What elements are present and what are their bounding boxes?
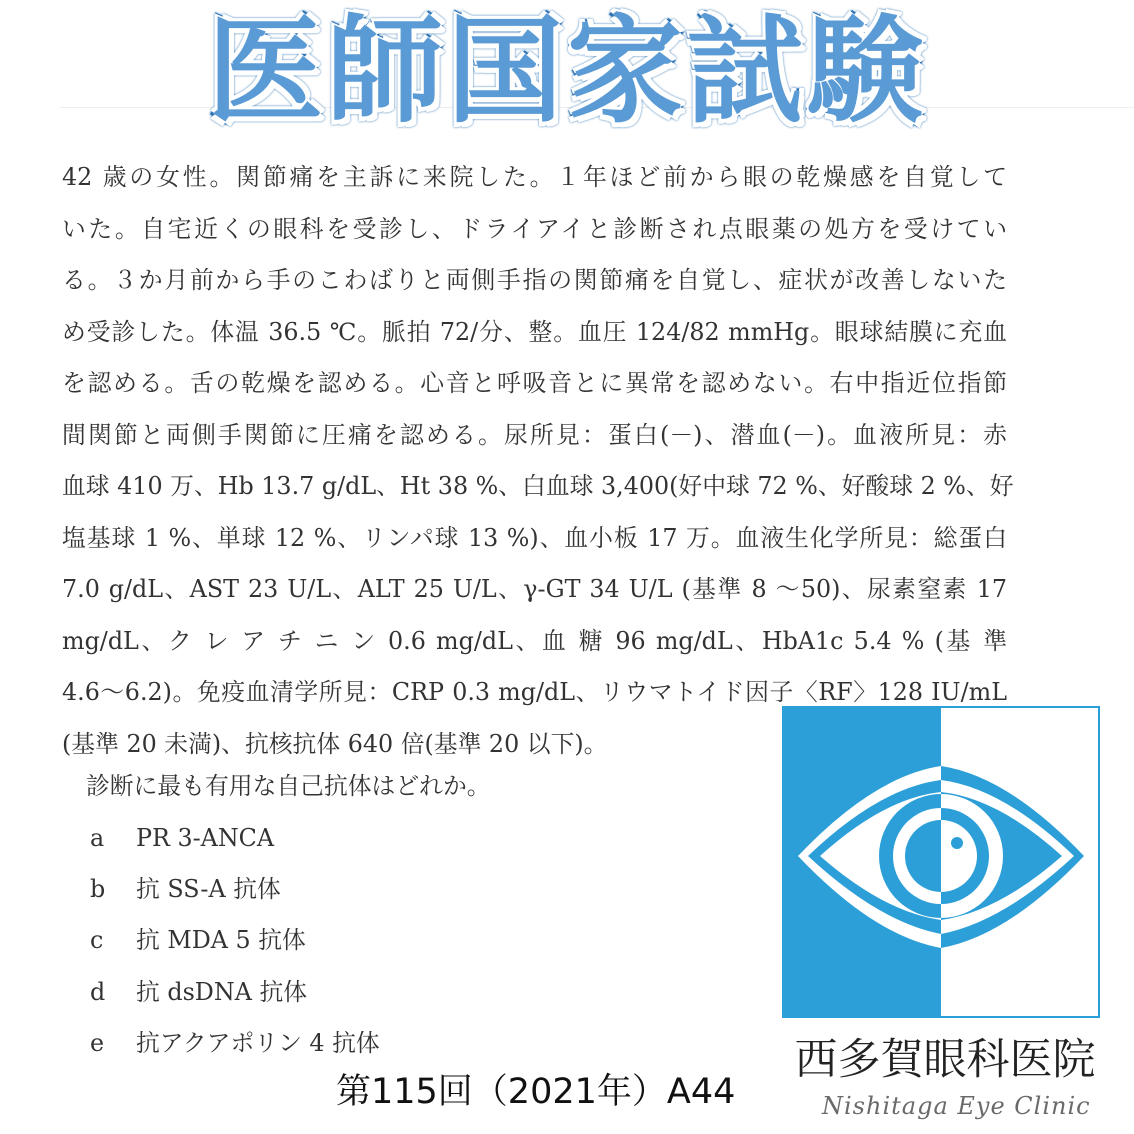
- case-line: 血球 410 万、Hb 13.7 g/dL、Ht 38 %、白血球 3,400(好中球 72 %、好酸球 2 %、好: [62, 472, 1014, 500]
- choice-text: PR 3-ANCA: [136, 824, 275, 852]
- case-line: を認める。舌の乾燥を認める。心音と呼吸音とに異常を認めない。右中指近位指節: [62, 369, 1007, 397]
- clinic-logo: [782, 706, 1100, 1018]
- choice-letter: d: [90, 977, 106, 1006]
- choice-d: [90, 968, 380, 1019]
- page-title-text: 医師国家試験: [207, 4, 927, 139]
- case-line: め受診した。体温 36.5 ℃。脈拍 72/分、整。血圧 124/82 mmHg。眼球結膜に充血: [62, 317, 1007, 346]
- choice-e: [90, 1019, 380, 1070]
- eye-icon: [784, 708, 1098, 1016]
- case-line: いた。自宅近くの眼科を受診し、ドライアイと診断され点眼薬の処方を受けてい: [62, 214, 1007, 243]
- clinic-name: 西多賀眼科医院: [794, 1035, 1096, 1085]
- case-line: (基準 20 未満)、抗核抗体 640 倍(基準 20 以下)。: [62, 729, 608, 758]
- choice-text: 抗 dsDNA 抗体: [136, 977, 308, 1006]
- case-line: 塩基球 1 %、単球 12 %、リンパ球 13 %)、血小板 17 万。血液生化学所見：総蛋白: [62, 523, 1007, 552]
- choice-text: 抗 SS-A 抗体: [136, 875, 281, 904]
- case-line: 間関節と両側手関節に圧痛を認める。尿所見：蛋白(－)、潜血(－)。血液所見：赤: [62, 420, 1007, 449]
- case-line: 7.0 g/dL、AST 23 U/L、ALT 25 U/L、γ-GT 34 U/L (基準 8 ～50)、尿素窒素 17: [62, 575, 1007, 603]
- choice-list: [90, 814, 380, 1070]
- clinic-name-en: Nishitaga Eye Clinic: [822, 1092, 1091, 1120]
- choice-text: 抗アクアポリン 4 抗体: [136, 1028, 380, 1057]
- page-title: [0, 4, 1134, 139]
- case-line: 42 歳の女性。関節痛を主訴に来院した。１年ほど前から眼の乾燥感を自覚して: [62, 163, 1007, 191]
- question-text: 診断に最も有用な自己抗体はどれか。: [86, 772, 491, 800]
- choice-letter: a: [90, 824, 105, 852]
- choice-c: [90, 916, 380, 967]
- case-description: [62, 152, 1014, 770]
- case-line: mg/dL、ク レ ア チ ニ ン 0.6 mg/dL、血 糖 96 mg/dL、HbA1c 5.4 % (基 準: [62, 626, 1007, 655]
- case-line: 4.6～6.2)。免疫血清学所見：CRP 0.3 mg/dL、リウマトイド因子〈RF〉128 IU/mL: [62, 678, 1007, 706]
- exam-id: 第115回（2021年）A44: [336, 1072, 736, 1112]
- choice-a: [90, 814, 380, 865]
- case-line: る。３か月前から手のこわばりと両側手指の関節痛を自覚し、症状が改善しないた: [62, 266, 1007, 294]
- choice-letter: c: [90, 926, 104, 955]
- choice-text: 抗 MDA 5 抗体: [136, 926, 306, 955]
- choice-letter: b: [90, 875, 106, 904]
- choice-letter: e: [90, 1028, 105, 1057]
- choice-b: [90, 865, 380, 916]
